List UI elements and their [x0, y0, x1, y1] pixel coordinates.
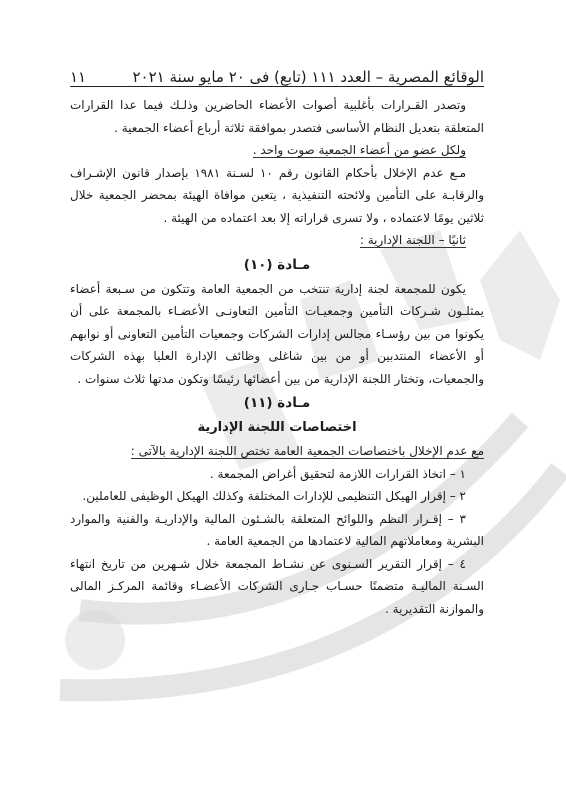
article-11-intro-text: مع عدم الإخلال باختصاصات الجمعية العامة تختص اللجنة الإدارية بالآتى :	[130, 444, 484, 458]
list-item: ١ – اتخاذ القرارات اللازمة لتحقيق أغراض المجمعة .	[209, 466, 466, 481]
page-body	[70, 94, 484, 760]
running-header	[70, 60, 484, 86]
page-number: ١١	[70, 68, 87, 86]
list-item: ٤ – إقرار التقرير السـنوى عن نشـاط المجمعة خلال شـهرين من تاريخ انتهاء السـنة الماليـة متضمنًا حسـاب جـارى الشركات الأعضـاء وقائمة المركـز المالى والموازنة التقديرية .	[70, 556, 484, 616]
header-title: الوقائع المصرية – العدد ١١١ (تابع) فى ٢٠ مايو سنة ٢٠٢١	[132, 68, 484, 86]
article-11-subtitle: اختصاصات اللجنة الإدارية	[197, 420, 357, 435]
paragraph-one-vote-text: ولكل عضو من أعضاء الجمعية صوت واحد .	[252, 143, 466, 157]
header-rule	[70, 86, 484, 87]
section-heading-text: ثانيًا – اللجنة الإدارية :	[359, 233, 466, 247]
article-11-intro	[70, 440, 484, 463]
paragraph-law-reference: مـع عدم الإخلال بأحكام القانون رقم ١٠ لسـنة ١٩٨١ بإصدار قانون الإشـراف والرقابـة على التأمين ولائحته التنفيذية ، يتعين موافاة الهيئة بمحضر الجمعية خلال ثلاثين يومًا لاعتماده ، ولا تسرى قراراته إلا بعد اعتماده من الهيئة .	[70, 165, 484, 225]
paragraph-one-vote	[70, 139, 484, 162]
list-item: ٢ – إقرار الهيكل التنظيمى للإدارات المختلفة وكذلك الهيكل الوظيفى للعاملين.	[82, 489, 466, 503]
list-item: ٣ – إقـرار النظم واللوائح المتعلقة بالشـئون المالية والإداريـة والفنية والموارد البشرية ومعاملاتهم المالية لاعتمادها من الجمعية العامة .	[70, 511, 484, 548]
paragraph-decisions: وتصدر القـرارات بأغلبية أصوات الأعضاء الحاضرين وذلـك فيما عدا القرارات المتعلقة بتعديل النظام الأساسى فتصدر بموافقة ثلاثة أرباع أعضاء الجمعية .	[70, 98, 484, 135]
article-10-title: مـادة (١٠)	[243, 256, 311, 273]
section-heading-admin-committee	[70, 229, 484, 252]
article-10-text: يكون للمجمعة لجنة إدارية تنتخب من الجمعية العامة وتتكون من سـبعة أعضاء يمثلـون شـركات التأمين وجمعيـات التأمين التعاونـى الأعضـاء بالمجمعة على أن يكونوا من بين رؤسـاء مجالس إدارات الشركات وجمعيات التأمين التعاونى أو نوابهم أو الأعضاء المنتدبين أو من بين شاغلى وظائف الإدارة العليا بهذه الشركات والجمعيات، وتختار اللجنة الإدارية من بين أعضائها رئيسًا وتكون مدتها ثلاث سنوات .	[70, 281, 484, 386]
article-11-title: مـادة (١١)	[243, 395, 311, 411]
